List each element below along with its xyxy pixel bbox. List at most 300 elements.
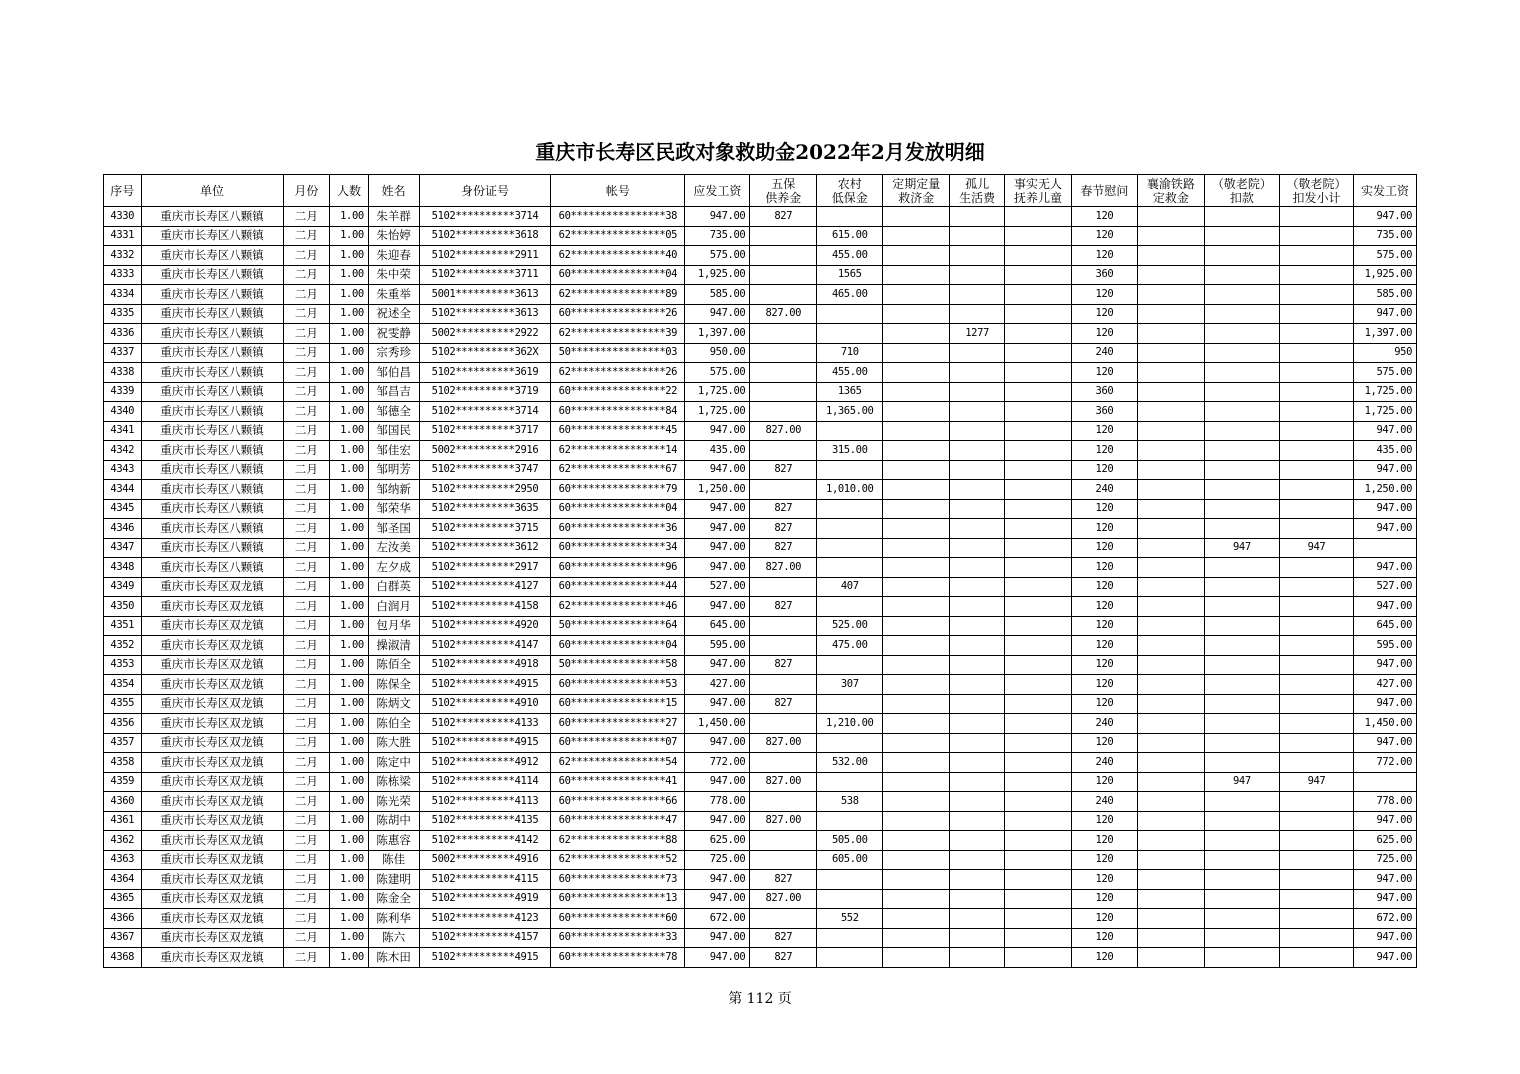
table-cell: 120 [1071,928,1137,948]
table-cell: 475.00 [817,636,883,656]
table-cell: 827.00 [750,772,817,792]
table-cell: 60****************33 [551,928,685,948]
table-cell: 重庆市长寿区双龙镇 [141,772,283,792]
table-cell [1137,538,1204,558]
table-cell [1137,265,1204,285]
table-cell [1279,831,1353,851]
page-title: 重庆市长寿区民政对象救助金2022年2月发放明细 [535,140,985,164]
table-cell [1004,558,1071,578]
table-cell [817,694,883,714]
table-cell: 60****************73 [551,870,685,890]
table-cell [817,421,883,441]
table-cell: 二月 [283,772,330,792]
table-cell: 1.00 [330,772,369,792]
table-cell: 120 [1071,870,1137,890]
table-cell [883,675,950,695]
table-cell: 陈光荣 [368,792,419,812]
table-cell: 1.00 [330,655,369,675]
table-cell: 120 [1071,811,1137,831]
table-cell [1137,850,1204,870]
table-cell [750,616,817,636]
table-cell: 1,365.00 [817,402,883,422]
table-cell: 575.00 [1354,246,1417,266]
table-cell: 5102**********3714 [419,207,551,227]
table-cell: 1,925.00 [685,265,750,285]
table-cell [1137,733,1204,753]
table-cell [750,577,817,597]
table-cell: 4363 [104,850,142,870]
table-cell: 1.00 [330,850,369,870]
table-cell [1204,363,1279,383]
table-cell: 615.00 [817,226,883,246]
table-cell: 60****************47 [551,811,685,831]
table-row [104,636,1417,656]
table-cell: 4346 [104,519,142,539]
table-cell: 左汝美 [368,538,419,558]
table-cell: 4353 [104,655,142,675]
table-cell [1279,207,1353,227]
table-cell: 360 [1071,382,1137,402]
table-cell: 1,250.00 [685,480,750,500]
table-cell [1279,246,1353,266]
table-cell [950,597,1005,617]
table-cell [750,343,817,363]
table-cell: 1,250.00 [1354,480,1417,500]
table-row [104,850,1417,870]
table-cell: 4347 [104,538,142,558]
table-cell: 白群英 [368,577,419,597]
table-row [104,499,1417,519]
table-row [104,948,1417,968]
table-cell [1004,928,1071,948]
table-row [104,285,1417,305]
table-cell: 947 [1204,772,1279,792]
table-cell [883,304,950,324]
table-cell [950,343,1005,363]
column-header: 人数 [330,175,369,207]
table-cell [750,441,817,461]
table-cell: 5102**********4157 [419,928,551,948]
table-cell [1004,265,1071,285]
table-cell [950,402,1005,422]
table-cell: 二月 [283,733,330,753]
table-cell: 62****************88 [551,831,685,851]
table-cell: 4364 [104,870,142,890]
table-cell: 1.00 [330,694,369,714]
table-cell: 1365 [817,382,883,402]
table-cell [1137,636,1204,656]
table-cell: 包月华 [368,616,419,636]
table-cell [950,655,1005,675]
table-cell [750,402,817,422]
table-cell: 527.00 [685,577,750,597]
table-cell: 772.00 [685,753,750,773]
table-cell [883,402,950,422]
table-cell: 二月 [283,441,330,461]
table-cell: 二月 [283,928,330,948]
table-cell [950,285,1005,305]
table-cell: 二月 [283,519,330,539]
table-cell: 5102**********4158 [419,597,551,617]
table-cell [1004,889,1071,909]
table-cell: 祝雯静 [368,324,419,344]
table-cell: 947.00 [1354,499,1417,519]
table-cell [1004,207,1071,227]
table-cell [817,870,883,890]
table-cell: 陈胡中 [368,811,419,831]
table-cell [950,714,1005,734]
table-cell: 5002**********2922 [419,324,551,344]
table-cell [1137,831,1204,851]
table-cell [1137,792,1204,812]
table-cell [1004,324,1071,344]
table-cell: 4330 [104,207,142,227]
table-cell [883,285,950,305]
table-cell: 60****************79 [551,480,685,500]
table-cell: 5102**********3635 [419,499,551,519]
table-cell: 重庆市长寿区八颗镇 [141,558,283,578]
table-cell: 二月 [283,265,330,285]
table-cell [950,480,1005,500]
table-cell: 1.00 [330,324,369,344]
table-cell [1137,343,1204,363]
table-cell: 重庆市长寿区八颗镇 [141,421,283,441]
table-cell [883,265,950,285]
table-cell [950,948,1005,968]
table-cell: 60****************04 [551,499,685,519]
table-cell [883,655,950,675]
table-cell: 947.00 [685,655,750,675]
table-cell [1204,480,1279,500]
table-cell: 二月 [283,460,330,480]
table-cell [817,928,883,948]
table-cell [1004,811,1071,831]
table-cell: 1.00 [330,265,369,285]
table-cell [1204,889,1279,909]
table-cell: 1.00 [330,889,369,909]
table-cell: 4350 [104,597,142,617]
table-cell: 950 [1354,343,1417,363]
table-cell: 二月 [283,207,330,227]
table-cell: 1565 [817,265,883,285]
table-cell: 947.00 [685,460,750,480]
table-cell: 827 [750,655,817,675]
table-cell: 邹纳新 [368,480,419,500]
table-cell [1004,597,1071,617]
table-cell: 二月 [283,616,330,636]
table-row [104,363,1417,383]
table-cell [1279,928,1353,948]
table-cell [1279,480,1353,500]
table-cell: 4333 [104,265,142,285]
table-cell: 1.00 [330,928,369,948]
table-cell: 827.00 [750,558,817,578]
table-cell [883,226,950,246]
table-row [104,246,1417,266]
column-header: 农村 低保金 [817,175,883,207]
table-cell: 二月 [283,597,330,617]
table-cell: 5102**********4113 [419,792,551,812]
table-cell: 重庆市长寿区双龙镇 [141,948,283,968]
table-cell [1004,577,1071,597]
table-cell: 重庆市长寿区双龙镇 [141,597,283,617]
table-cell [1004,226,1071,246]
table-cell: 重庆市长寿区双龙镇 [141,753,283,773]
table-cell: 427.00 [685,675,750,695]
table-cell: 4366 [104,909,142,929]
table-cell: 625.00 [1354,831,1417,851]
table-cell [1204,909,1279,929]
table-cell [950,207,1005,227]
table-cell: 重庆市长寿区双龙镇 [141,909,283,929]
page-number: 第 112 页 [728,991,792,1007]
table-cell [1279,636,1353,656]
table-cell: 947.00 [1354,207,1417,227]
table-cell [1004,792,1071,812]
table-cell: 827.00 [750,733,817,753]
table-cell [750,675,817,695]
table-cell: 重庆市长寿区双龙镇 [141,928,283,948]
table-row [104,831,1417,851]
table-cell: 60****************34 [551,538,685,558]
table-cell [950,265,1005,285]
table-cell [817,499,883,519]
table-cell: 947.00 [1354,421,1417,441]
table-cell: 1.00 [330,207,369,227]
table-cell: 重庆市长寿区八颗镇 [141,246,283,266]
table-cell: 240 [1071,753,1137,773]
table-cell: 二月 [283,948,330,968]
table-cell: 735.00 [1354,226,1417,246]
table-cell: 4338 [104,363,142,383]
table-cell: 二月 [283,831,330,851]
table-cell [1204,324,1279,344]
table-cell: 陈炳文 [368,694,419,714]
table-cell: 1277 [950,324,1005,344]
column-header: （敬老院） 扣发小计 [1279,175,1353,207]
table-cell: 二月 [283,889,330,909]
table-cell: 827.00 [750,811,817,831]
table-cell [1137,480,1204,500]
table-cell: 947.00 [685,538,750,558]
table-cell [1204,928,1279,948]
table-cell: 4339 [104,382,142,402]
table-cell [1279,714,1353,734]
table-cell: 827 [750,207,817,227]
table-cell: 1.00 [330,831,369,851]
table-cell [1004,948,1071,968]
table-cell: 5102**********4114 [419,772,551,792]
table-cell: 5102**********2950 [419,480,551,500]
table-cell [1204,948,1279,968]
table-cell [1204,343,1279,363]
table-cell: 947.00 [685,499,750,519]
table-cell: 735.00 [685,226,750,246]
table-cell: 60****************36 [551,519,685,539]
table-cell [883,948,950,968]
table-cell: 240 [1071,343,1137,363]
table-cell [883,636,950,656]
table-cell: 947.00 [685,519,750,539]
table-cell: 重庆市长寿区八颗镇 [141,324,283,344]
table-cell: 60****************45 [551,421,685,441]
table-cell: 778.00 [1354,792,1417,812]
table-cell: 朱中荣 [368,265,419,285]
table-cell: 二月 [283,285,330,305]
table-cell [1279,675,1353,695]
table-cell: 重庆市长寿区八颗镇 [141,460,283,480]
table-cell: 4368 [104,948,142,968]
table-cell: 1.00 [330,226,369,246]
table-cell: 60****************96 [551,558,685,578]
table-cell [883,538,950,558]
table-cell [883,519,950,539]
table-cell [1204,421,1279,441]
table-cell [950,421,1005,441]
column-header: 月份 [283,175,330,207]
table-cell: 1.00 [330,714,369,734]
table-row [104,577,1417,597]
table-cell: 朱羊群 [368,207,419,227]
table-cell [1204,655,1279,675]
table-cell: 672.00 [1354,909,1417,929]
table-cell: 重庆市长寿区八颗镇 [141,285,283,305]
table-row [104,480,1417,500]
table-row [104,441,1417,461]
table-cell: 二月 [283,655,330,675]
table-cell [1279,733,1353,753]
table-cell: 120 [1071,909,1137,929]
table-cell: 5102**********4910 [419,694,551,714]
table-cell [1204,811,1279,831]
table-cell [950,460,1005,480]
table-cell [750,753,817,773]
table-row [104,694,1417,714]
table-row [104,226,1417,246]
column-header: 事实无人 抚养儿童 [1004,175,1071,207]
table-cell [1279,460,1353,480]
table-cell [1137,772,1204,792]
table-cell: 435.00 [1354,441,1417,461]
table-row [104,733,1417,753]
table-cell [750,246,817,266]
table-cell: 5102**********4115 [419,870,551,890]
table-cell: 120 [1071,304,1137,324]
table-cell [883,343,950,363]
table-cell: 5102**********4912 [419,753,551,773]
table-cell: 1.00 [330,460,369,480]
table-cell [1354,538,1417,558]
table-row [104,402,1417,422]
table-cell [950,636,1005,656]
table-cell: 60****************41 [551,772,685,792]
table-cell [883,850,950,870]
table-cell [1279,870,1353,890]
table-cell [1204,675,1279,695]
table-cell [750,480,817,500]
table-cell: 120 [1071,831,1137,851]
table-cell: 120 [1071,499,1137,519]
table-cell: 4334 [104,285,142,305]
table-cell: 62****************05 [551,226,685,246]
table-cell: 595.00 [685,636,750,656]
table-cell: 947.00 [685,207,750,227]
table-cell: 585.00 [685,285,750,305]
table-cell: 827.00 [750,304,817,324]
table-cell: 5102**********3715 [419,519,551,539]
table-cell: 532.00 [817,753,883,773]
table-cell: 4352 [104,636,142,656]
table-cell: 950.00 [685,343,750,363]
table-cell: 1,210.00 [817,714,883,734]
table-cell: 1.00 [330,616,369,636]
column-header: 序号 [104,175,142,207]
table-cell [1204,499,1279,519]
table-cell [1004,636,1071,656]
table-cell [1204,460,1279,480]
table-cell: 538 [817,792,883,812]
table-cell: 5102**********4123 [419,909,551,929]
table-cell [1004,421,1071,441]
table-cell: 120 [1071,772,1137,792]
table-cell [1279,811,1353,831]
table-cell: 1,397.00 [1354,324,1417,344]
table-cell [1279,753,1353,773]
table-cell: 60****************07 [551,733,685,753]
table-cell [750,363,817,383]
table-cell [1204,850,1279,870]
table-cell: 1.00 [330,246,369,266]
table-cell: 552 [817,909,883,929]
table-cell [950,441,1005,461]
table-cell: 947.00 [1354,811,1417,831]
table-cell: 4341 [104,421,142,441]
table-row [104,772,1417,792]
table-cell: 947.00 [685,928,750,948]
table-cell [883,831,950,851]
table-cell: 827 [750,538,817,558]
table-cell [1004,460,1071,480]
table-cell: 120 [1071,850,1137,870]
table-cell [883,811,950,831]
table-cell: 陈利华 [368,909,419,929]
table-cell [883,928,950,948]
table-cell [1204,753,1279,773]
table-cell: 4336 [104,324,142,344]
table-cell: 5102**********3717 [419,421,551,441]
table-cell [883,460,950,480]
table-cell: 4342 [104,441,142,461]
table-cell [1204,733,1279,753]
table-cell: 重庆市长寿区双龙镇 [141,870,283,890]
table-cell: 120 [1071,889,1137,909]
table-cell: 120 [1071,519,1137,539]
table-cell [817,519,883,539]
table-row [104,304,1417,324]
table-cell [1004,850,1071,870]
table-cell: 60****************15 [551,694,685,714]
table-cell [883,870,950,890]
table-cell: 重庆市长寿区双龙镇 [141,675,283,695]
table-cell [1279,382,1353,402]
table-cell: 60****************27 [551,714,685,734]
table-cell: 1.00 [330,480,369,500]
table-cell: 朱迎春 [368,246,419,266]
table-cell: 307 [817,675,883,695]
table-cell [1137,246,1204,266]
column-header: （敬老院） 扣款 [1204,175,1279,207]
table-cell: 1.00 [330,733,369,753]
